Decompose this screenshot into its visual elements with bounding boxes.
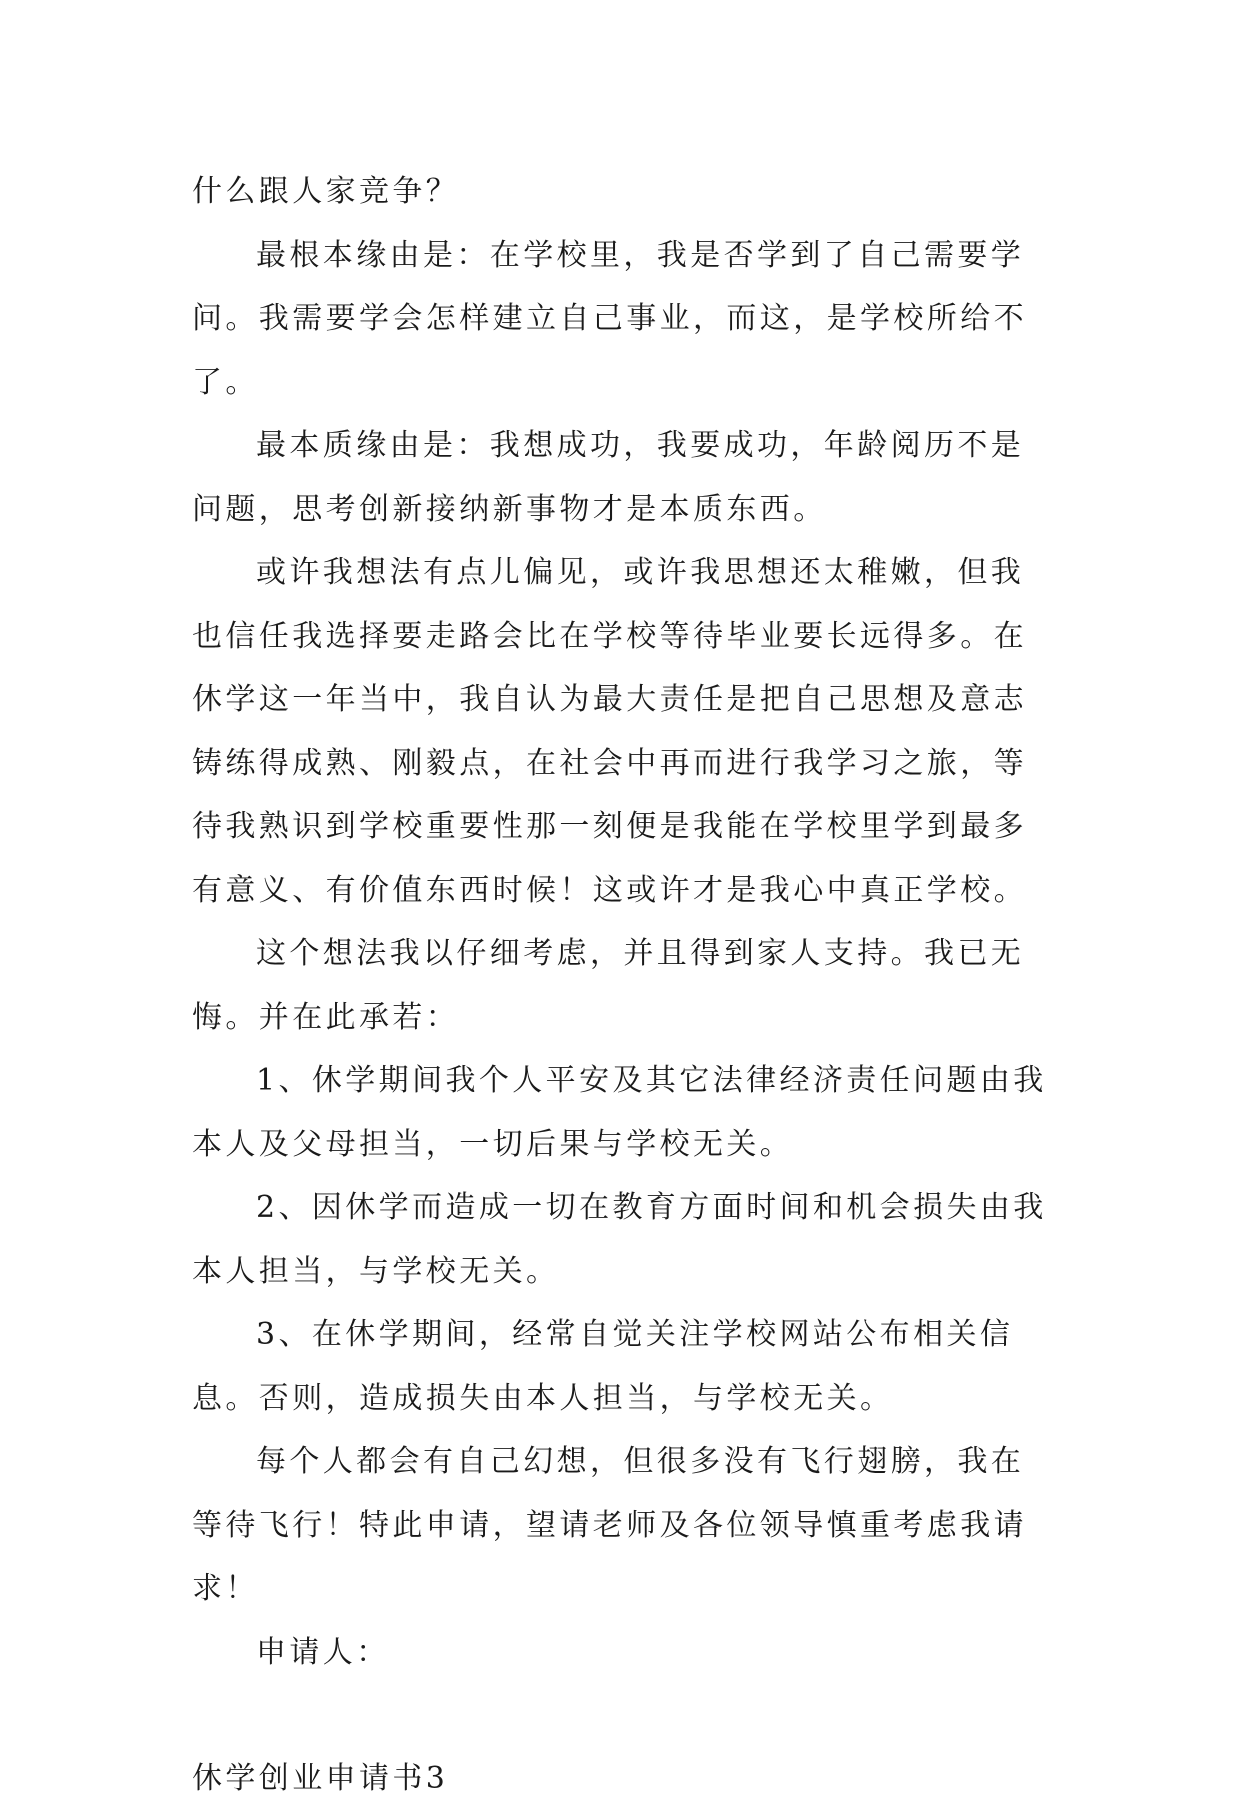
blank-line (192, 1684, 1054, 1747)
commitment-item-3: 3、在休学期间，经常自觉关注学校网站公布相关信息。否则，造成损失由本人担当，与学校无关。 (192, 1317, 1014, 1416)
paragraph-reflection: 或许我想法有点儿偏见，或许我思想还太稚嫩，但我也信任我选择要走路会比在学校等待毕业要长远得多。在休学这一年当中，我自认为最大责任是把自己思想及意志铸练得成熟、刚毅点，在社会中再而进行我学习之旅，等待我熟识到学校重要性那一刻便是我能在学校里学到最多有意义、有价值东西时候！这或许才是我心中真正学校。 (192, 555, 1027, 908)
paragraph-reason-2: 最本质缘由是：我想成功，我要成功，年龄阅历不是问题，思考创新接纳新事物才是本质东西。 (192, 428, 1025, 527)
commitment-item-2: 2、因休学而造成一切在教育方面时间和机会损失由我本人担当，与学校无关。 (192, 1190, 1047, 1289)
document-body (192, 160, 1054, 1811)
next-section-heading: 休学创业申请书3 (192, 1761, 449, 1796)
paragraph-commitment-intro: 这个想法我以仔细考虑，并且得到家人支持。我已无悔。并在此承若： (192, 936, 1025, 1035)
paragraph-reason-1: 最根本缘由是：在学校里，我是否学到了自己需要学问。我需要学会怎样建立自己事业，而这，是学校所给不了。 (192, 237, 1027, 400)
continuation-line: 什么跟人家竞争？ (192, 174, 460, 209)
commitment-item-1: 1、休学期间我个人平安及其它法律经济责任问题由我本人及父母担当，一切后果与学校无关。 (192, 1063, 1047, 1162)
signature-label: 申请人： (256, 1634, 390, 1670)
paragraph-closing: 每个人都会有自己幻想，但很多没有飞行翅膀，我在等待飞行！特此申请，望请老师及各位领导慎重考虑我请求！ (192, 1444, 1027, 1606)
